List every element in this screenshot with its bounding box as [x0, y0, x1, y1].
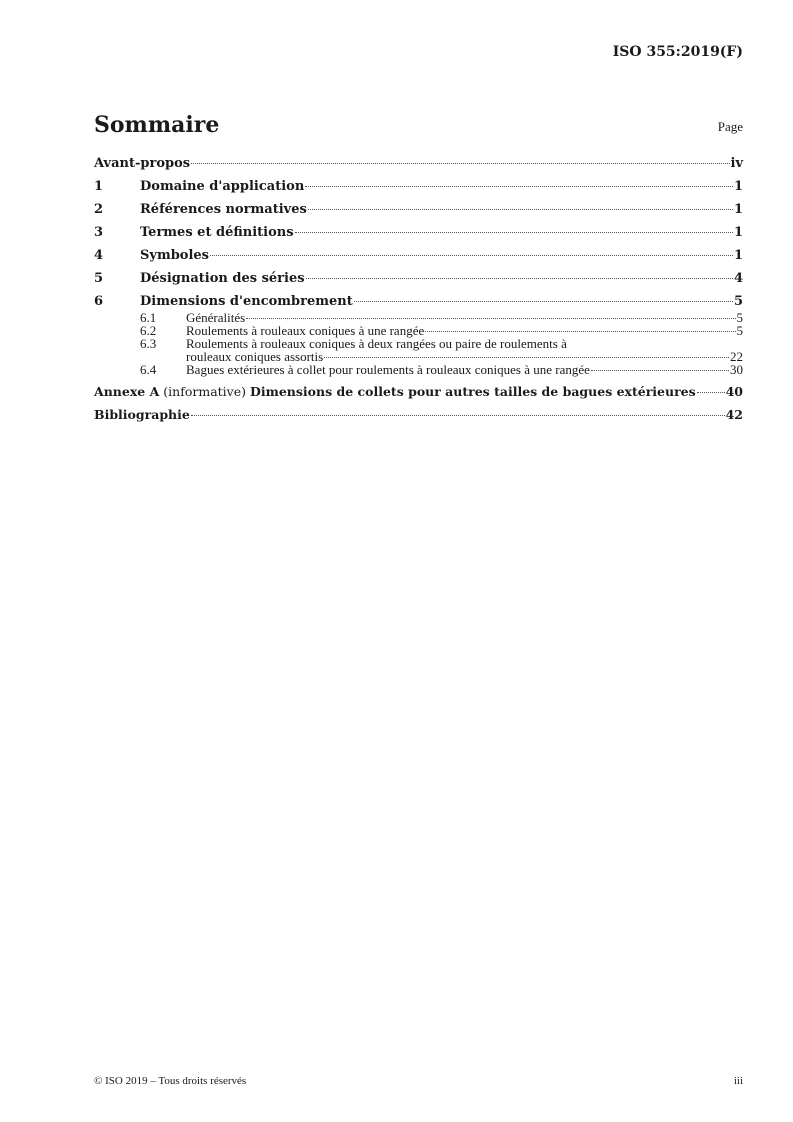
toc-entry-subsection-6-4[interactable]	[94, 363, 743, 376]
table-of-contents	[94, 156, 743, 430]
toc-label: Bagues extérieures à collet pour roulements à rouleaux coniques à une rangée	[186, 362, 590, 377]
toc-number: 1	[94, 179, 104, 194]
toc-number: 6	[94, 294, 104, 309]
toc-page: 1	[733, 179, 743, 194]
dot-leader	[295, 232, 733, 233]
annex-prefix: Annexe A	[94, 384, 160, 399]
dot-leader	[591, 370, 729, 371]
dot-leader	[210, 255, 733, 256]
toc-page: 22	[730, 349, 743, 364]
dot-leader	[697, 392, 725, 393]
toc-entry-bibliography[interactable]	[94, 407, 743, 423]
toc-page: 1	[733, 248, 743, 263]
toc-number: 5	[94, 271, 104, 286]
toc-page: iv	[730, 156, 743, 171]
toc-label: Symboles	[140, 248, 209, 263]
toc-entry-foreword[interactable]	[94, 156, 743, 172]
toc-page: 30	[730, 362, 743, 377]
toc-label-line-2: rouleaux coniques assortis	[186, 349, 324, 364]
toc-page: 5	[733, 294, 743, 309]
dot-leader	[305, 186, 733, 187]
toc-label: Désignation des séries	[140, 271, 305, 286]
toc-page: 1	[733, 202, 743, 217]
toc-page: 42	[725, 407, 743, 422]
toc-label: Domaine d'application	[140, 179, 305, 194]
toc-label-line-1: Roulements à rouleaux coniques à deux rangées ou paire de roulements à	[186, 336, 567, 351]
dot-leader	[354, 301, 733, 302]
footer-copyright: © ISO 2019 – Tous droits réservés	[94, 1075, 247, 1087]
toc-number: 2	[94, 202, 104, 217]
toc-label: Avant-propos	[94, 156, 191, 171]
toc-entry-section-5[interactable]	[94, 271, 743, 287]
page-column-label: Page	[717, 119, 743, 134]
toc-label: Dimensions de collets pour autres tailles de bagues extérieures	[250, 384, 696, 399]
footer-page-number: iii	[733, 1075, 743, 1087]
toc-entry-section-6[interactable]	[94, 294, 743, 310]
page-title: Sommaire	[94, 112, 220, 138]
toc-number: 4	[94, 248, 104, 263]
toc-page: 5	[736, 323, 743, 338]
dot-leader	[306, 278, 733, 279]
toc-label: Références normatives	[140, 202, 307, 217]
toc-entry-section-2[interactable]	[94, 202, 743, 218]
toc-label: Dimensions d'encombrement	[140, 294, 353, 309]
toc-number: 6.4	[140, 362, 157, 377]
toc-number: 6.1	[140, 310, 157, 325]
toc-label: Bibliographie	[94, 407, 190, 422]
dot-leader	[308, 209, 733, 210]
toc-entry-annex-a[interactable]	[94, 384, 743, 400]
dot-leader	[191, 163, 729, 164]
toc-number: 6.3	[140, 336, 157, 351]
document-id: ISO 355:2019(F)	[612, 44, 743, 60]
annex-type: (informative)	[163, 384, 247, 399]
dot-leader	[246, 318, 735, 319]
toc-entry-section-1[interactable]	[94, 179, 743, 195]
dot-leader	[191, 415, 725, 416]
toc-number: 6.2	[140, 323, 157, 338]
toc-page: 40	[725, 384, 743, 399]
toc-label: Termes et définitions	[140, 225, 294, 240]
toc-page: 1	[733, 225, 743, 240]
dot-leader	[324, 357, 729, 358]
toc-label: Généralités	[186, 310, 246, 325]
toc-entry-section-4[interactable]	[94, 248, 743, 264]
toc-page: 4	[733, 271, 743, 286]
toc-number: 3	[94, 225, 104, 240]
toc-entry-section-3[interactable]	[94, 225, 743, 241]
toc-page: 5	[736, 310, 743, 325]
subsection-list	[94, 311, 743, 376]
toc-label: Roulements à rouleaux coniques à une rangée	[186, 323, 425, 338]
dot-leader	[425, 331, 735, 332]
